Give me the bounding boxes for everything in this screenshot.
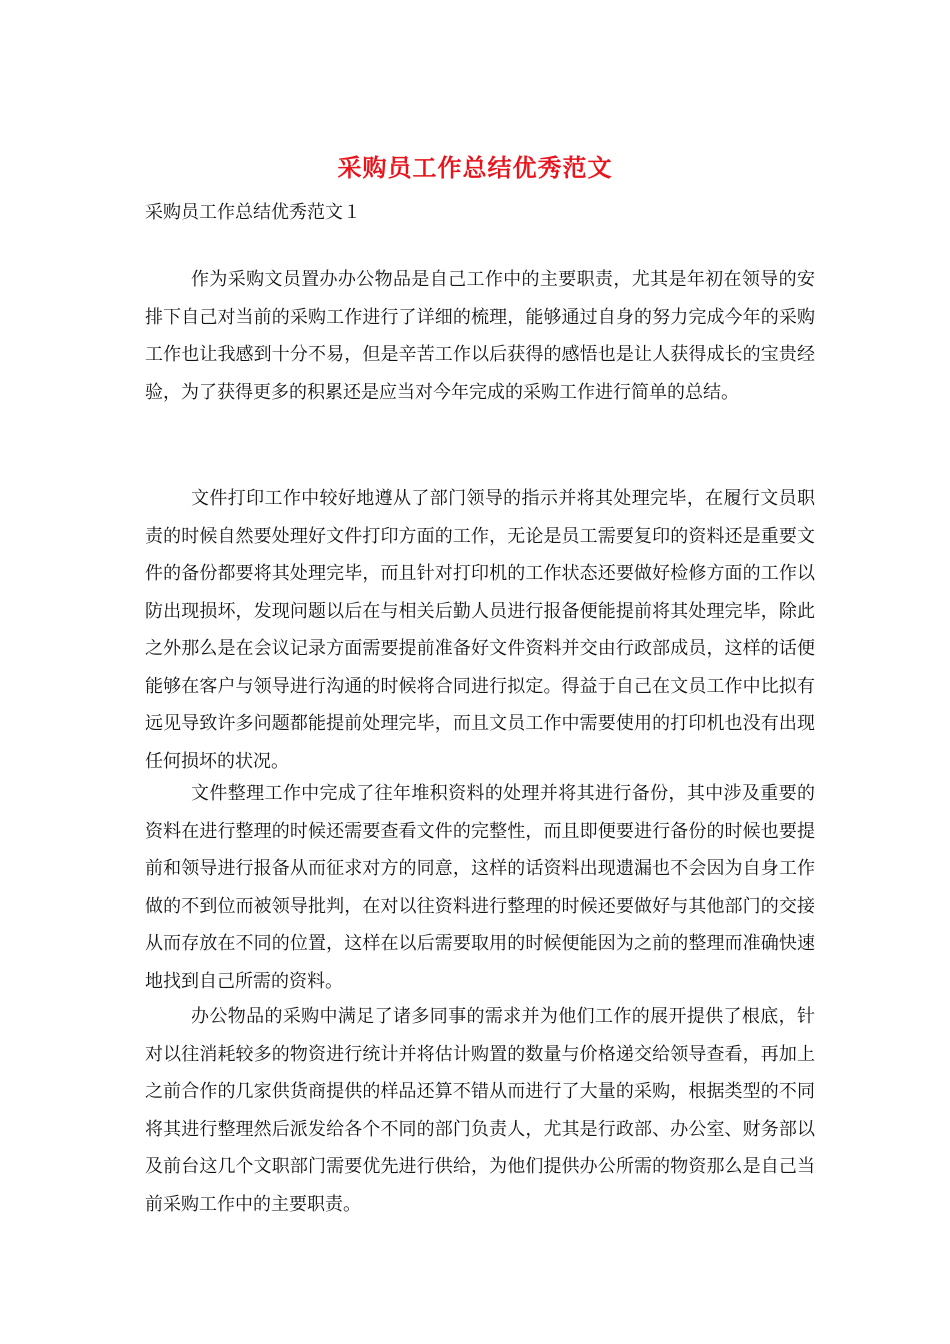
paragraph: 文件打印工作中较好地遵从了部门领导的指示并将其处理完毕，在履行文员职责的时候自然要处理好文件打印方面的工作，无论是员工需要复印的资料还是重要文件的备份都要将其处理完毕，而且针对打印机的工作状态还要做好检修方面的工作以防出现损坏，发现问题以后在与相关后勤人员进行报备便能提前将其处理完毕，除此之外那么是在会议记录方面需要提前准备好文件资料并交由行政部成员，这样的话便能够在客户与领导进行沟通的时候将合同进行拟定。得益于自己在文员工作中比拟有远见导致许多问题都能提前处理完毕，而且文员工作中需要使用的打印机也没有出现任何损坏的状况。 [145,488,815,772]
paragraph: 作为采购文员置办办公物品是自己工作中的主要职责，尤其是年初在领导的安排下自己对当前的采购工作进行了详细的梳理，能够通过自身的努力完成今年的采购工作也让我感到十分不易，但是辛苦工作以后获得的感悟也是让人获得成长的宝贵经验，为了获得更多的积累还是应当对今年完成的采购工作进行简单的总结。 [145,269,815,403]
section-heading: 采购员工作总结优秀范文１ [145,202,361,223]
document-title: 采购员工作总结优秀范文 [337,153,613,182]
paragraph: 文件整理工作中完成了往年堆积资料的处理并将其进行备份，其中涉及重要的资料在进行整理的时候还需要查看文件的完整性，而且即便要进行备份的时候也要提前和领导进行报备从而征求对方的同意，这样的话资料出现遗漏也不会因为自身工作做的不到位而被领导批判，在对以往资料进行整理的时候还要做好与其他部门的交接从而存放在不同的位置，这样在以后需要取用的时候便能因为之前的整理而准确快速地找到自己所需的资料。 [145,783,815,992]
paragraph: 办公物品的采购中满足了诸多同事的需求并为他们工作的展开提供了根底，针对以往消耗较多的物资进行统计并将估计购置的数量与价格递交给领导查看，再加上之前合作的几家供货商提供的样品还算不错从而进行了大量的采购，根据类型的不同将其进行整理然后派发给各个不同的部门负责人，尤其是行政部、办公室、财务部以及前台这几个文职部门需要优先进行供给，为他们提供办公所需的物资那么是自己当前采购工作中的主要职责。 [145,1006,815,1215]
